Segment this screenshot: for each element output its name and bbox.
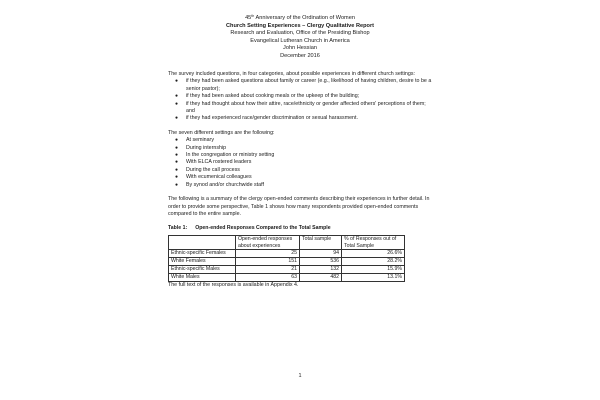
table-cell: 482 [300, 273, 342, 281]
department: Research and Evaluation, Office of the Presiding Bishop [230, 30, 370, 37]
bullet-icon: ● [175, 152, 179, 159]
table-cell: White Males [169, 273, 236, 281]
table-caption [168, 225, 433, 232]
document-body [168, 71, 433, 289]
list-item: ● if they had thought about how their attire, race/ethnicity or gender affected others' perceptions of them; and [175, 100, 426, 115]
list-item: ● During the call process [175, 166, 240, 173]
organization: Evangelical Lutheran Church in America [250, 37, 350, 44]
report-title: Church Setting Experiences – Clergy Qualitative Report [226, 22, 374, 29]
table-header-cell: Total sample [300, 235, 342, 250]
table-cell: White Females [169, 258, 236, 266]
table-header-cell [169, 235, 236, 250]
summary-paragraph: The following is a summary of the clergy open-ended comments describing their experiences in further detail. In order to provide some perspective, Table 1 shows how many respondents provided open-ended comments compared to the entire sample. [168, 196, 430, 217]
list-item: ● With ecumenical colleagues [175, 174, 252, 181]
list-item: ● if they had been asked about cooking meals or the upkeep of the building; [175, 93, 360, 100]
table-cell: 28.2% [342, 258, 405, 266]
list-item: ● At seminary [175, 137, 214, 144]
author: John Hessian [283, 45, 317, 52]
list-item: ● if they had experienced race/gender discrimination or sexual harassment. [175, 115, 358, 122]
bullet-icon: ● [175, 166, 179, 173]
table-header-cell: Open-ended responses about experiences [236, 235, 300, 250]
table-cell: 132 [300, 265, 342, 273]
table-label: Table 1: [168, 225, 188, 232]
table-cell: 25 [236, 250, 300, 258]
list-item: ● During internship [175, 144, 227, 151]
bullet-icon: ● [175, 159, 179, 166]
settings-list [168, 137, 433, 189]
settings-intro: The seven different settings are the following: [168, 129, 275, 136]
bullet-icon: ● [175, 78, 179, 85]
bullet-icon: ● [175, 115, 179, 122]
list-item: ● In the congregation or ministry setting [175, 152, 275, 159]
anniversary-line: 45th Anniversary of the Ordination of Women [245, 14, 355, 21]
page-number: 1 [298, 373, 302, 379]
table-cell: 26.6% [342, 250, 405, 258]
report-date: December 2016 [280, 52, 320, 59]
table-header-row [169, 235, 405, 250]
table-cell: 151 [236, 258, 300, 266]
table-title: Open-ended Responses Compared to the Total Sample [195, 225, 331, 232]
category-list [168, 78, 433, 122]
bullet-icon: ● [175, 100, 179, 107]
table-row [169, 265, 405, 273]
table-cell: 21 [236, 265, 300, 273]
table-cell: 63 [236, 273, 300, 281]
table-cell: 536 [300, 258, 342, 266]
intro-paragraph: The survey included questions, in four categories, about possible experiences in different church settings: [168, 71, 415, 77]
list-item: ● if they had been asked questions about family or career (e.g., likelihood of having children, desire to be a senior pastor); [175, 78, 432, 92]
table-cell: 13.1% [342, 273, 405, 281]
table-row [169, 258, 405, 266]
bullet-icon: ● [175, 137, 179, 144]
bullet-icon: ● [175, 181, 179, 188]
bullet-icon: ● [175, 174, 179, 181]
table-cell: Ethnic-specific Males [169, 265, 236, 273]
table-cell: 15.9% [342, 265, 405, 273]
list-item: ● With ELCA rostered leaders [175, 159, 252, 166]
table-row [169, 250, 405, 258]
table-cell: Ethnic-specific Females [169, 250, 236, 258]
list-item: ● By synod and/or churchwide staff [175, 181, 264, 188]
responses-table [168, 235, 405, 282]
bullet-icon: ● [175, 144, 179, 151]
document-header [0, 15, 600, 61]
bullet-icon: ● [175, 93, 179, 100]
table-cell: 94 [300, 250, 342, 258]
table-header-cell: % of Responses out of Total Sample [342, 235, 405, 250]
appendix-note: The full text of the responses is available in Appendix 4. [168, 281, 299, 288]
table-row [169, 273, 405, 281]
